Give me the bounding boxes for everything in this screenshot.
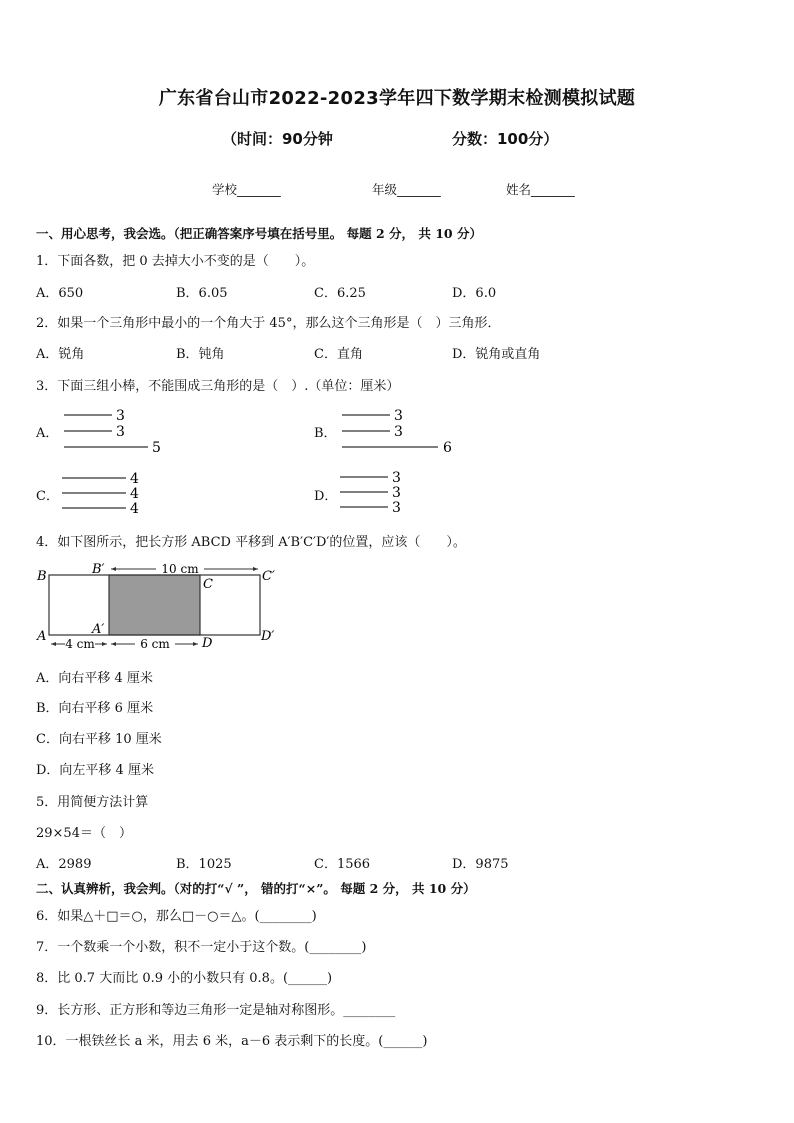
q1-option-d[interactable]: D．6.0 [452, 286, 497, 301]
question-2: 2．如果一个三角形中最小的一个角大于 45°，那么这个三角形是（ ）三角形． [36, 316, 501, 331]
stick-d3-label: 3 [392, 500, 401, 516]
stick-b2-label: 3 [394, 424, 403, 440]
q5-option-b[interactable]: B．1025 [176, 857, 232, 872]
q3-option-c[interactable]: C． [36, 489, 59, 504]
question-10[interactable]: 10．一根铁丝长 a 米，用去 6 米，a－6 表示剩下的长度。(______) [36, 1034, 428, 1049]
q4-option-c[interactable]: C．向右平移 10 厘米 [36, 732, 162, 747]
q1-option-b[interactable]: B．6.05 [176, 286, 228, 301]
q4-option-d[interactable]: D．向左平移 4 厘米 [36, 763, 154, 778]
question-4: 4．如下图所示，把长方形 ABCD 平移到 A′B′C′D′的位置，应该（ ）。 [36, 535, 466, 550]
exam-score: 分数：100分） [452, 130, 559, 148]
question-1: 1．下面各数，把 0 去掉大小不变的是（ ）。 [36, 254, 315, 269]
label-C: C [203, 577, 213, 592]
q1-option-c[interactable]: C．6.25 [314, 286, 366, 301]
dim-bottom: 6 cm [140, 637, 170, 651]
q3-sticks-c [60, 468, 160, 518]
exam-time: （时间：90分钟 [222, 130, 333, 148]
page-title: 广东省台山市2022-2023学年四下数学期末检测模拟试题 [158, 88, 636, 109]
grade-field[interactable]: 年级_______ [372, 182, 441, 197]
stick-b3-label: 6 [443, 440, 452, 456]
q2-option-b[interactable]: B．钝角 [176, 347, 225, 362]
shaded-rectangle [109, 575, 200, 635]
q3-sticks-d [338, 468, 418, 518]
label-B: B [37, 569, 47, 584]
q5-option-d[interactable]: D．9875 [452, 857, 509, 872]
question-8[interactable]: 8．比 0.7 大而比 0.9 小的小数只有 0.8。(______) [36, 971, 333, 986]
question-9[interactable]: 9．长方形、正方形和等边三角形一定是轴对称图形。________ [36, 1003, 396, 1018]
q3-option-b[interactable]: B． [314, 426, 337, 441]
question-7[interactable]: 7．一个数乘一个小数，积不一定小于这个数。(________) [36, 940, 367, 955]
q5-expression: 29×54＝（ ） [36, 826, 132, 841]
q4-option-a[interactable]: A．向右平移 4 厘米 [36, 671, 153, 686]
stick-a1-label: 3 [116, 408, 125, 424]
section1-heading: 一、用心思考，我会选。（把正确答案序号填在括号里。 每题 2 分， 共 10 分） [36, 226, 482, 241]
q3-sticks-a [60, 406, 170, 456]
label-D: D [202, 636, 213, 651]
translation-figure [30, 558, 290, 654]
label-B-prime: B′ [92, 562, 105, 577]
stick-b1-label: 3 [394, 408, 403, 424]
stick-d2-label: 3 [392, 485, 401, 501]
question-3: 3．下面三组小棒，不能围成三角形的是（ ）.（单位：厘米） [36, 379, 400, 394]
q3-option-a[interactable]: A． [36, 426, 59, 441]
stick-c2-label: 4 [130, 486, 139, 502]
school-field[interactable]: 学校_______ [212, 182, 281, 197]
name-field[interactable]: 姓名_______ [506, 182, 575, 197]
stick-a2-label: 3 [116, 424, 125, 440]
section2-heading: 二、认真辨析，我会判。（对的打“√ ”， 错的打“×”。 每题 2 分， 共 10 分） [36, 881, 476, 896]
label-D-prime: D′ [261, 629, 275, 644]
stick-d1-label: 3 [392, 470, 401, 486]
dim-top: 10 cm [161, 562, 199, 576]
q2-option-d[interactable]: D．锐角或直角 [452, 347, 541, 362]
q1-option-a[interactable]: A．650 [36, 286, 84, 301]
q3-option-d[interactable]: D． [314, 489, 338, 504]
q5-option-a[interactable]: A．2989 [36, 857, 92, 872]
stick-a3-label: 5 [152, 440, 161, 456]
question-6[interactable]: 6．如果△＋□＝○，那么□－○＝△。(________) [36, 909, 317, 924]
q2-option-a[interactable]: A．锐角 [36, 347, 85, 362]
label-A: A [37, 629, 47, 644]
dim-left: 4 cm [65, 637, 95, 651]
label-A-prime: A′ [92, 622, 105, 637]
q4-option-b[interactable]: B．向右平移 6 厘米 [36, 701, 154, 716]
question-5: 5．用简便方法计算 [36, 795, 149, 810]
q2-option-c[interactable]: C．直角 [314, 347, 363, 362]
label-C-prime: C′ [262, 569, 275, 584]
stick-c1-label: 4 [130, 471, 139, 487]
q5-option-c[interactable]: C．1566 [314, 857, 371, 872]
q3-sticks-b [338, 406, 468, 456]
stick-c3-label: 4 [130, 501, 139, 517]
